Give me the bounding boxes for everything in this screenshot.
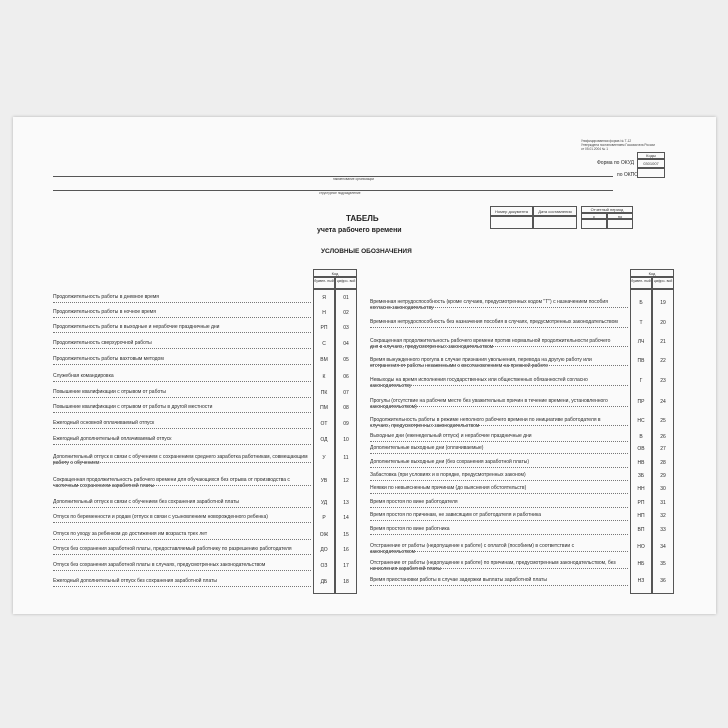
digit-code: 03 [343, 325, 349, 331]
legend-label: Отпуск по уходу за ребенком до достижения им возраста трех лет [53, 531, 208, 537]
legend-leader-line [53, 539, 311, 540]
legend-label: Отстранение от работы (недопущение к работе) с оплатой (пособием) в соответствии с законодательством [370, 543, 575, 555]
legend-leader-line [53, 462, 311, 463]
digit-code: 27 [660, 446, 666, 452]
letter-code: Б [639, 300, 643, 306]
okpo-value-box [637, 168, 665, 178]
left-code-digit-header [335, 277, 357, 289]
legend-label: Продолжительность работы в ночное время [53, 309, 156, 315]
letter-code: НО [637, 544, 645, 550]
letter-code: Н [322, 310, 326, 316]
left-code-letter-label: буквен- ный [314, 279, 334, 283]
okpo-label: по ОКПО [617, 172, 639, 178]
digit-code: 13 [343, 500, 349, 506]
legend-leader-line [53, 570, 311, 571]
digit-code: 10 [343, 437, 349, 443]
letter-code: УД [320, 500, 328, 506]
legend-label: Выходные дни (еженедельный отпуск) и нерабочие праздничные дни [370, 433, 532, 439]
digit-code: 31 [660, 500, 666, 506]
legend-leader-line [370, 480, 628, 481]
letter-code: ПК [320, 390, 328, 396]
digit-code: 08 [343, 405, 349, 411]
letter-code: ОТ [320, 421, 328, 427]
digit-code: 29 [660, 473, 666, 479]
legend-leader-line [370, 365, 628, 366]
codes-header-box [637, 152, 665, 159]
digit-code: 33 [660, 527, 666, 533]
legend-leader-line [53, 348, 311, 349]
legend-leader-line [370, 467, 628, 468]
legend-leader-line [53, 485, 311, 486]
digit-code: 36 [660, 578, 666, 584]
legend-leader-line [53, 412, 311, 413]
legend-label: Временная нетрудоспособность (кроме случаев, предусмотренных кодом "Т") с назначением пособия согласно законодательству [370, 299, 608, 311]
letter-code: НЗ [637, 578, 645, 584]
legend-label: Отпуск без сохранения заработной платы, предоставляемый работнику по разрешению работодателя [53, 546, 292, 552]
doc-number-label: Номер документа [495, 209, 528, 214]
letter-code: Я [322, 295, 326, 301]
digit-code: 02 [343, 310, 349, 316]
legend-label: Время простоя по причинам, не зависящим от работодателя и работника [370, 512, 542, 518]
legend-leader-line [370, 406, 628, 407]
legend-label: Продолжительность работы в режиме неполного рабочего времени по инициативе работодателя в случаях, предусмотренных законодательством [370, 417, 601, 429]
digit-code: 01 [343, 295, 349, 301]
left-code-kod: Код [331, 271, 339, 276]
letter-code: К [322, 374, 326, 380]
doc-date-cell [533, 216, 577, 229]
legend-label: Ежегодный основной оплачиваемый отпуск [53, 420, 155, 426]
letter-code: НВ [637, 460, 645, 466]
letter-code: Т [639, 320, 643, 326]
digit-code: 28 [660, 460, 666, 466]
letter-code: ОД [320, 437, 328, 443]
legend-title: УСЛОВНЫЕ ОБОЗНАЧЕНИЯ [321, 248, 412, 255]
legend-label: Дополнительный отпуск в связи с обучением без сохранения заработной платы [53, 499, 240, 505]
legend-label: Дополнительные выходные дни (оплачиваемые) [370, 445, 484, 451]
letter-code: НП [637, 513, 645, 519]
letter-code: ОЖ [319, 532, 329, 538]
digit-code: 21 [660, 339, 666, 345]
legend-label: Забастовка (при условиях и в порядке, предусмотренных законом) [370, 472, 526, 478]
doc-date-header [533, 206, 577, 216]
okud-value: 0301007 [643, 161, 659, 166]
letter-code: УВ [320, 478, 328, 484]
legend-leader-line [53, 507, 311, 508]
right-code-digit-label: цифро- вой [653, 279, 673, 283]
right-code-letter-header [630, 277, 652, 289]
dept-caption: структурное подразделение [319, 191, 361, 195]
digit-code: 30 [660, 486, 666, 492]
right-code-letter-label: буквен- ный [631, 279, 651, 283]
digit-code: 22 [660, 358, 666, 364]
legend-label: Сокращенная продолжительность рабочего времени для обучающихся без отрыва от производства с частичным сохранением заработной платы [53, 477, 290, 489]
doc-number-cell [490, 216, 533, 229]
legend-leader-line [370, 520, 628, 521]
legend-label: Повышение квалификации с отрывом от работы [53, 389, 167, 395]
okud-label: Форма по ОКУД [597, 160, 635, 166]
legend-label: Отпуск без сохранения заработной платы в случаях, предусмотренных законодательством [53, 562, 266, 568]
letter-code: ПВ [637, 358, 645, 364]
document-sheet [13, 117, 716, 614]
legend-label: Прогулы (отсутствие на рабочем месте без уважительных причин в течение времени, установленного законодательством) [370, 398, 608, 410]
right-code-header [630, 269, 674, 277]
legend-leader-line [53, 302, 311, 303]
legend-label: Отпуск по беременности и родам (отпуск в связи с усыновлением новорожденного ребенка) [53, 514, 268, 520]
legend-leader-line [370, 327, 628, 328]
letter-code: РП [637, 500, 645, 506]
digit-code: 05 [343, 357, 349, 363]
letter-code: ПР [637, 399, 645, 405]
legend-leader-line [53, 364, 311, 365]
digit-code: 19 [660, 300, 666, 306]
digit-code: 23 [660, 378, 666, 384]
digit-code: 25 [660, 418, 666, 424]
legend-leader-line [53, 554, 311, 555]
legend-label: Время вынужденного прогула в случае признания увольнения, перевода на другую работу или отстранения от работы незаконными с восстановлением на прежней работе [370, 357, 592, 369]
legend-label: Время приостановки работы в случае задержки выплаты заработной платы [370, 577, 547, 583]
letter-code: ЛЧ [637, 339, 645, 345]
digit-code: 06 [343, 374, 349, 380]
letter-code: ДБ [320, 579, 328, 585]
digit-code: 16 [343, 547, 349, 553]
period-header [581, 206, 633, 213]
digit-code: 07 [343, 390, 349, 396]
left-code-digit-label: цифро- вой [336, 279, 356, 283]
legend-label: Продолжительность работы в выходные и нерабочие праздничные дни [53, 324, 220, 330]
legend-label: Временная нетрудоспособность без назначения пособия в случаях, предусмотренных законодательством [370, 319, 618, 325]
legend-label: Невыходы на время исполнения государственных или общественных обязанностей согласно законодательству [370, 377, 588, 389]
legend-leader-line [370, 307, 628, 308]
letter-code: ОЗ [320, 563, 328, 569]
digit-code: 14 [343, 515, 349, 521]
letter-code: НН [637, 486, 645, 492]
legend-leader-line [53, 317, 311, 318]
letter-code: НБ [637, 561, 645, 567]
document-subtitle: учета рабочего времени [317, 227, 402, 234]
form-note-1: Унифицированная форма № Т-12 [581, 139, 632, 143]
digit-code: 32 [660, 513, 666, 519]
letter-code: ВП [637, 527, 645, 533]
letter-code: ПМ [320, 405, 328, 411]
legend-label: Дополнительный отпуск в связи с обучением с сохранением среднего заработка работникам, совмещающим работу с обучением [53, 454, 308, 466]
legend-leader-line [370, 385, 628, 386]
legend-leader-line [53, 444, 311, 445]
legend-label: Служебная командировка [53, 373, 114, 379]
doc-number-header [490, 206, 533, 216]
period-from-label: с [593, 214, 595, 219]
left-code-letter-header [313, 277, 335, 289]
letter-code: У [322, 455, 326, 461]
digit-code: 12 [343, 478, 349, 484]
form-note-2: Утверждена постановлением Госкомстата России [581, 143, 655, 147]
legend-leader-line [370, 425, 628, 426]
period-from-value [581, 219, 607, 229]
period-to-label: по [617, 214, 623, 219]
digit-code: 15 [343, 532, 349, 538]
legend-leader-line [370, 568, 628, 569]
legend-label: Продолжительность сверхурочной работы [53, 340, 152, 346]
legend-label: Время простоя по вине работодателя [370, 499, 458, 505]
legend-leader-line [370, 551, 628, 552]
codes-label: Коды [646, 153, 656, 158]
letter-code: ЗБ [637, 473, 645, 479]
digit-code: 20 [660, 320, 666, 326]
legend-leader-line [53, 522, 311, 523]
legend-leader-line [370, 534, 628, 535]
digit-code: 26 [660, 434, 666, 440]
form-note-3: от 05.01.2004 № 1 [581, 147, 608, 151]
letter-code: ДО [320, 547, 328, 553]
digit-code: 09 [343, 421, 349, 427]
legend-leader-line [53, 586, 311, 587]
digit-code: 35 [660, 561, 666, 567]
digit-code: 24 [660, 399, 666, 405]
letter-code: ВМ [320, 357, 328, 363]
letter-code: Р [322, 515, 326, 521]
legend-leader-line [370, 453, 628, 454]
letter-code: Г [639, 378, 643, 384]
doc-date-label: Дата составления [538, 209, 572, 214]
legend-label: Время простоя по вине работника [370, 526, 450, 532]
legend-label: Повышение квалификации с отрывом от работы в другой местности [53, 404, 213, 410]
digit-code: 04 [343, 341, 349, 347]
right-code-digit-header [652, 277, 674, 289]
legend-leader-line [53, 428, 311, 429]
legend-leader-line [370, 493, 628, 494]
digit-code: 11 [343, 455, 349, 461]
legend-leader-line [370, 507, 628, 508]
letter-code: РП [320, 325, 328, 331]
letter-code: В [639, 434, 643, 440]
letter-code: ОВ [637, 446, 645, 452]
period-label: Отчетный период [590, 207, 624, 212]
legend-leader-line [370, 585, 628, 586]
legend-leader-line [370, 441, 628, 442]
legend-leader-line [53, 397, 311, 398]
digit-code: 17 [343, 563, 349, 569]
left-code-header [313, 269, 357, 277]
document-title: ТАБЕЛЬ [346, 214, 379, 223]
legend-leader-line [370, 346, 628, 347]
okud-value-box [637, 159, 665, 168]
legend-label: Ежегодный дополнительный отпуск без сохранения заработной платы [53, 578, 218, 584]
period-to-value [607, 219, 633, 229]
right-code-kod: Код [648, 271, 656, 276]
digit-code: 18 [343, 579, 349, 585]
org-caption: наименование организации [333, 177, 375, 181]
legend-label: Отстранение от работы (недопущение к работе) по причинам, предусмотренным законодательством, без начисления заработной платы [370, 560, 616, 572]
legend-label: Продолжительность работы в дневное время [53, 294, 159, 300]
legend-leader-line [53, 332, 311, 333]
legend-label: Ежегодный дополнительный оплачиваемый отпуск [53, 436, 172, 442]
legend-label: Сокращенная продолжительность рабочего времени против нормальной продолжительности рабочего дня в случаях, предусмотренных законодательством [370, 338, 611, 350]
legend-label: Неявки по невыясненным причинам (до выяснения обстоятельств) [370, 485, 527, 491]
legend-label: Продолжительность работы вахтовым методом [53, 356, 164, 362]
letter-code: С [322, 341, 326, 347]
legend-label: Дополнительные выходные дни (без сохранения заработной платы) [370, 459, 530, 465]
digit-code: 34 [660, 544, 666, 550]
letter-code: НС [637, 418, 645, 424]
legend-leader-line [53, 381, 311, 382]
